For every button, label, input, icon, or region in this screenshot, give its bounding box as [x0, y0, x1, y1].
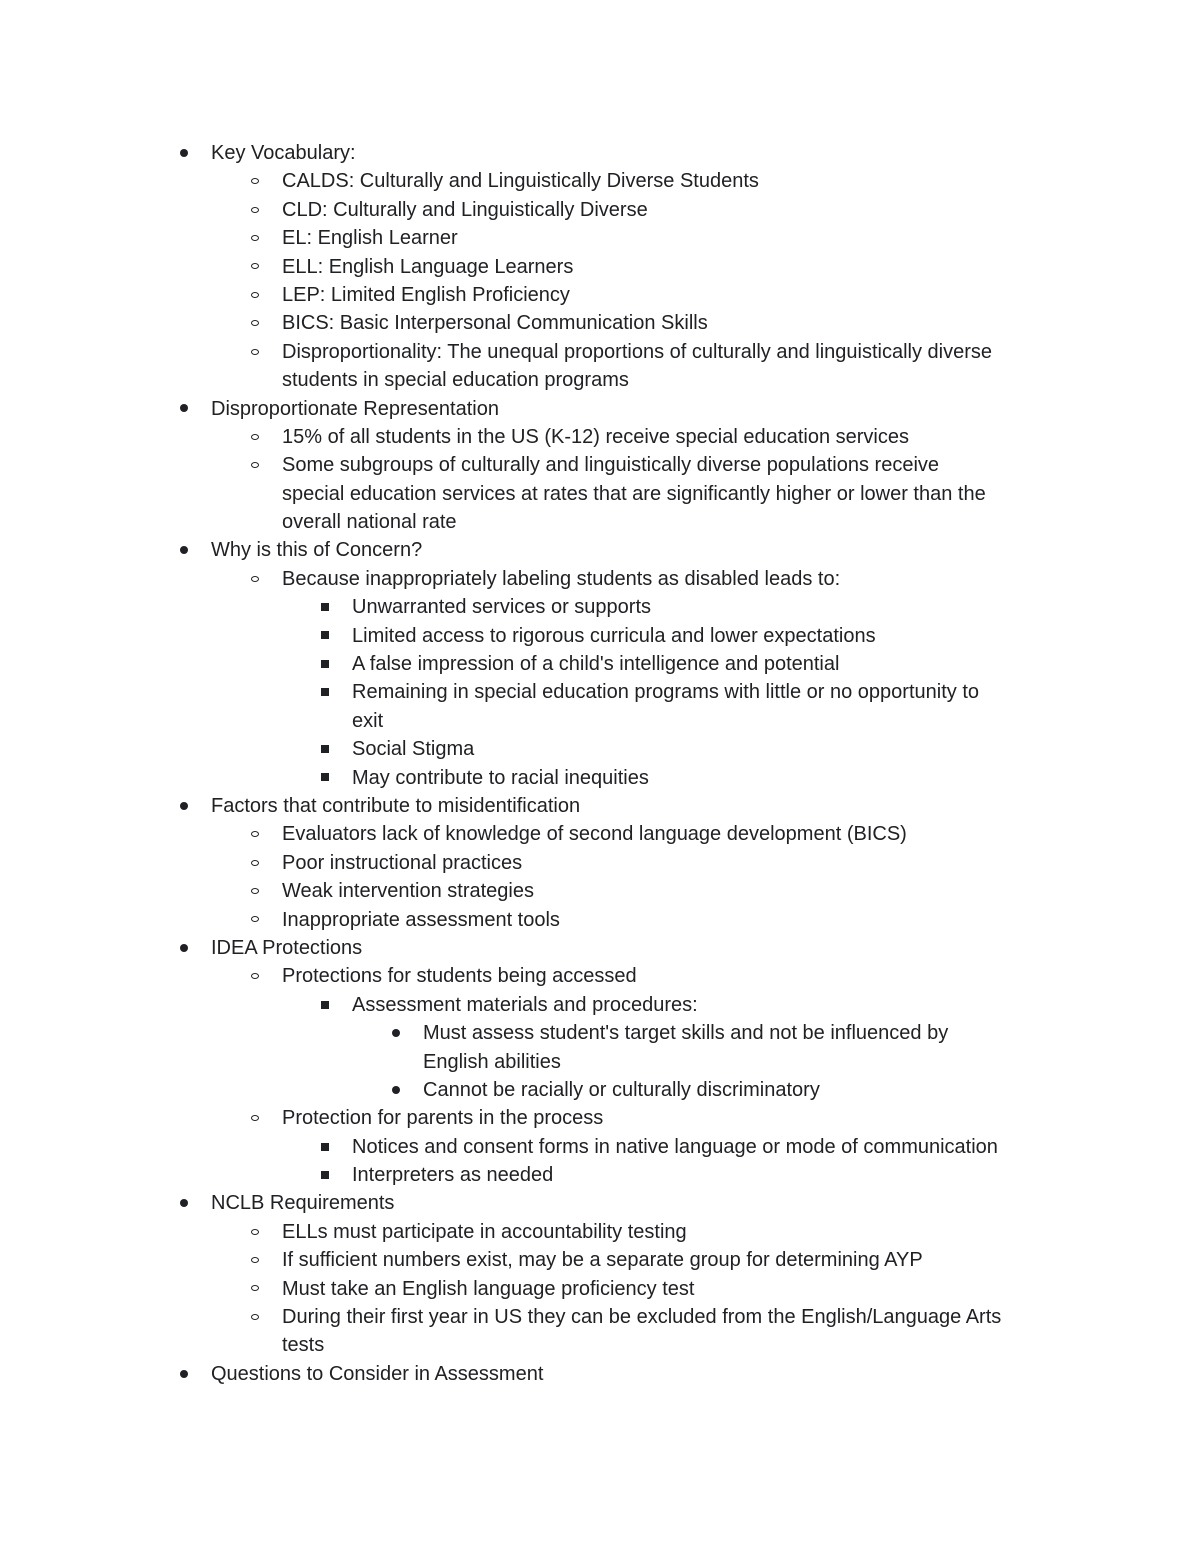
square-bullet-icon — [315, 764, 335, 792]
list-item-text: Disproportionate Representation — [211, 397, 499, 420]
bullet-shape — [251, 349, 259, 355]
hollow-bullet-icon — [245, 423, 265, 451]
square-bullet-icon — [315, 735, 335, 763]
hollow-bullet-icon — [245, 281, 265, 309]
filled-bullet-icon — [174, 1189, 194, 1217]
list-item-text: overall national rate — [282, 511, 457, 534]
hollow-bullet-icon — [245, 309, 265, 337]
hollow-bullet-icon — [245, 451, 265, 479]
list-item-text: Poor instructional practices — [282, 851, 523, 874]
bullet-shape — [251, 434, 259, 440]
filled-bullet-icon — [174, 536, 194, 564]
list-item — [0, 281, 1200, 309]
list-item-text: If sufficient numbers exist, may be a separate group for determining AYP — [282, 1249, 923, 1272]
bullet-shape — [251, 235, 259, 241]
filled-bullet-icon — [174, 1360, 194, 1388]
bullet-shape — [251, 178, 259, 184]
hollow-bullet-icon — [245, 1275, 265, 1303]
list-item-text: NCLB Requirements — [211, 1192, 395, 1215]
list-item-text: During their first year in US they can be excluded from the English/Language Arts — [282, 1306, 1002, 1329]
list-item — [0, 792, 1200, 820]
bullet-shape — [321, 603, 329, 611]
bullet-shape — [392, 1029, 400, 1037]
hollow-bullet-icon — [245, 253, 265, 281]
bullet-shape — [392, 1086, 400, 1094]
list-item-text: Must assess student's target skills and not be influenced by — [423, 1022, 949, 1045]
bullet-shape — [251, 831, 259, 837]
list-item-text: Evaluators lack of knowledge of second language development (BICS) — [282, 823, 907, 846]
list-item — [0, 1133, 1200, 1161]
bullet-shape — [321, 660, 329, 668]
list-item-text: students in special education programs — [282, 369, 629, 392]
hollow-bullet-icon — [245, 962, 265, 990]
list-item-text: Assessment materials and procedures: — [352, 993, 698, 1016]
hollow-bullet-icon — [245, 906, 265, 934]
list-item — [0, 764, 1200, 792]
bullet-shape — [321, 1001, 329, 1009]
square-bullet-icon — [315, 650, 335, 678]
filled-bullet-icon — [386, 1076, 406, 1104]
list-item-text: Protection for parents in the process — [282, 1107, 604, 1130]
list-item — [0, 678, 1200, 706]
filled-bullet-icon — [174, 792, 194, 820]
square-bullet-icon — [315, 622, 335, 650]
list-item — [0, 253, 1200, 281]
hollow-bullet-icon — [245, 565, 265, 593]
list-item-text: Weak intervention strategies — [282, 880, 534, 903]
bullet-shape — [251, 1257, 259, 1263]
list-item-text: CLD: Culturally and Linguistically Diverse — [282, 198, 648, 221]
list-item — [0, 820, 1200, 848]
list-item-text: Because inappropriately labeling students as disabled leads to: — [282, 567, 841, 590]
bullet-shape — [251, 860, 259, 866]
list-item — [0, 991, 1200, 1019]
bullet-shape — [251, 1314, 259, 1320]
list-item-text: Notices and consent forms in native language or mode of communication — [352, 1135, 998, 1158]
list-item-text: A false impression of a child's intelligence and potential — [352, 653, 840, 676]
list-item-text: CALDS: Culturally and Linguistically Diverse Students — [282, 170, 759, 193]
list-item — [0, 167, 1200, 195]
list-item — [0, 423, 1200, 451]
list-item-text: Why is this of Concern? — [211, 539, 423, 562]
list-item — [0, 451, 1200, 479]
bullet-shape — [251, 207, 259, 213]
list-item-text: 15% of all students in the US (K-12) receive special education services — [282, 425, 909, 448]
list-item — [0, 934, 1200, 962]
bullet-shape — [180, 944, 188, 952]
list-item — [0, 1360, 1200, 1388]
list-item — [0, 593, 1200, 621]
bullet-shape — [251, 263, 259, 269]
bullet-shape — [180, 1199, 188, 1207]
list-item-text: Social Stigma — [352, 738, 475, 761]
bullet-shape — [251, 462, 259, 468]
list-item — [0, 139, 1200, 167]
list-item-continuation — [0, 480, 1200, 508]
list-item-text: IDEA Protections — [211, 936, 363, 959]
list-item — [0, 536, 1200, 564]
square-bullet-icon — [315, 678, 335, 706]
hollow-bullet-icon — [245, 1303, 265, 1331]
hollow-bullet-icon — [245, 338, 265, 366]
list-item-text: Disproportionality: The unequal proportions of culturally and linguistically diverse — [282, 340, 993, 363]
filled-bullet-icon — [174, 934, 194, 962]
hollow-bullet-icon — [245, 196, 265, 224]
hollow-bullet-icon — [245, 224, 265, 252]
list-item-text: EL: English Learner — [282, 227, 458, 250]
filled-bullet-icon — [174, 395, 194, 423]
bullet-shape — [321, 1143, 329, 1151]
list-item-text: BICS: Basic Interpersonal Communication Skills — [282, 312, 708, 335]
list-item-continuation — [0, 1048, 1200, 1076]
hollow-bullet-icon — [245, 820, 265, 848]
square-bullet-icon — [315, 593, 335, 621]
list-item — [0, 735, 1200, 763]
square-bullet-icon — [315, 991, 335, 1019]
list-item-text: Limited access to rigorous curricula and lower expectations — [352, 624, 876, 647]
hollow-bullet-icon — [245, 1246, 265, 1274]
bullet-shape — [180, 149, 188, 157]
hollow-bullet-icon — [245, 1218, 265, 1246]
bullet-shape — [321, 745, 329, 753]
list-item — [0, 906, 1200, 934]
list-item-text: ELLs must participate in accountability testing — [282, 1220, 687, 1243]
list-item — [0, 309, 1200, 337]
list-item-text: Remaining in special education programs with little or no opportunity to — [352, 681, 980, 704]
filled-bullet-icon — [174, 139, 194, 167]
hollow-bullet-icon — [245, 1104, 265, 1132]
list-item — [0, 877, 1200, 905]
bullet-shape — [251, 292, 259, 298]
bullet-shape — [251, 320, 259, 326]
list-item — [0, 338, 1200, 366]
list-item — [0, 1076, 1200, 1104]
list-item — [0, 395, 1200, 423]
list-item — [0, 849, 1200, 877]
hollow-bullet-icon — [245, 877, 265, 905]
list-item — [0, 1019, 1200, 1047]
bullet-shape — [251, 1115, 259, 1121]
bullet-shape — [321, 688, 329, 696]
list-item-text: Protections for students being accessed — [282, 965, 637, 988]
list-item — [0, 650, 1200, 678]
list-item-text: Must take an English language proficiency test — [282, 1277, 695, 1300]
list-item-text: Key Vocabulary: — [211, 142, 356, 164]
list-item-text: exit — [352, 709, 384, 732]
square-bullet-icon — [315, 1161, 335, 1189]
bullet-shape — [180, 546, 188, 554]
bullet-shape — [180, 1370, 188, 1378]
list-item-text: May contribute to racial inequities — [352, 766, 649, 789]
list-item-text: Some subgroups of culturally and linguistically diverse populations receive — [282, 454, 940, 477]
list-item-text: Unwarranted services or supports — [352, 596, 652, 619]
list-item-continuation — [0, 707, 1200, 735]
list-item-text: ELL: English Language Learners — [282, 255, 574, 278]
list-item — [0, 1218, 1200, 1246]
list-item-text: tests — [282, 1334, 325, 1357]
square-bullet-icon — [315, 1133, 335, 1161]
bullet-shape — [321, 1171, 329, 1179]
list-item — [0, 224, 1200, 252]
bullet-shape — [321, 631, 329, 639]
list-item — [0, 962, 1200, 990]
list-item-text: Cannot be racially or culturally discriminatory — [423, 1078, 820, 1101]
bullet-shape — [251, 1285, 259, 1291]
bullet-shape — [180, 404, 188, 412]
list-item-text: LEP: Limited English Proficiency — [282, 283, 570, 306]
bullet-shape — [321, 773, 329, 781]
filled-bullet-icon — [386, 1019, 406, 1047]
list-item — [0, 565, 1200, 593]
list-item-text: Inappropriate assessment tools — [282, 908, 560, 931]
list-item-text: English abilities — [423, 1050, 561, 1073]
list-item-text: Factors that contribute to misidentification — [211, 794, 581, 817]
list-item-continuation — [0, 1331, 1200, 1359]
bullet-shape — [251, 576, 259, 582]
bullet-shape — [251, 888, 259, 894]
list-item — [0, 622, 1200, 650]
bullet-shape — [251, 916, 259, 922]
list-item-text: Interpreters as needed — [352, 1164, 554, 1187]
hollow-bullet-icon — [245, 849, 265, 877]
hollow-bullet-icon — [245, 167, 265, 195]
list-item — [0, 1246, 1200, 1274]
list-item — [0, 1104, 1200, 1132]
list-item — [0, 1189, 1200, 1217]
bullet-shape — [251, 1229, 259, 1235]
list-item-text: special education services at rates that are significantly higher or lower than the — [282, 482, 986, 505]
list-item — [0, 1161, 1200, 1189]
list-item-continuation — [0, 508, 1200, 536]
bullet-shape — [251, 973, 259, 979]
list-item — [0, 1303, 1200, 1331]
list-item-text: Questions to Consider in Assessment — [211, 1362, 544, 1385]
bullet-shape — [180, 802, 188, 810]
document-page — [0, 139, 1200, 1388]
list-item — [0, 1275, 1200, 1303]
list-item-continuation — [0, 366, 1200, 394]
list-item — [0, 196, 1200, 224]
